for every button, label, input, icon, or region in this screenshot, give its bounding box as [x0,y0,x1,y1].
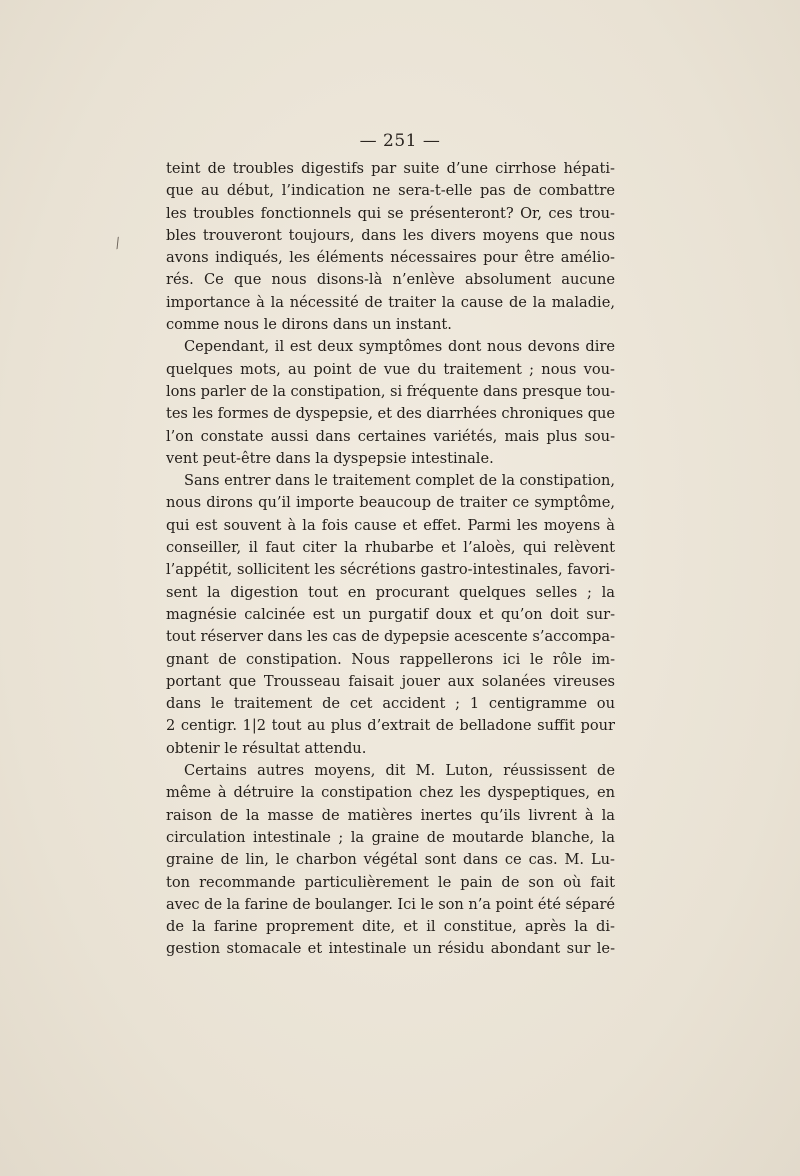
text-line: tes les formes de dyspepsie, et des diarrhées chroniques que [166,405,615,423]
text-line: ton recommande particulièrement le pain de son où fait [166,873,615,891]
text-line: l’on constate aussi dans certaines variétés, mais plus sou- [166,427,615,445]
text-line: avec de la farine de boulanger. Ici le son n’a point été séparé [166,895,615,913]
text-line: bles trouveront toujours, dans les divers moyens que nous [166,226,615,244]
text-line: qui est souvent à la fois cause et effet. Parmi les moyens à [166,516,615,534]
text-line: teint de troubles digestifs par suite d’une cirrhose hépati- [166,160,615,177]
text-line: que au début, l’indication ne sera-t-elle pas de combattre [166,182,615,200]
body-text [166,158,615,961]
text-line: gnant de constipation. Nous rappellerons ici le rôle im- [166,650,615,668]
text-line: même à détruire la constipation chez les dyspeptiques, en [166,784,615,802]
text-line: magnésie calcinée est un purgatif doux et qu’on doit sur- [166,605,615,623]
text-line: nous dirons qu’il importe beaucoup de traiter ce symptôme, [166,494,615,512]
text-line: lons parler de la constipation, si fréquente dans presque tou- [166,382,615,400]
text-line: importance à la nécessité de traiter la cause de la maladie, [166,293,615,311]
text-line: portant que Trousseau faisait jouer aux solanées vireuses [166,672,615,690]
margin-pencil-mark: ⁄ [113,236,123,252]
text-line: dans le traitement de cet accident ; 1 centigramme ou [166,695,615,713]
text-line: rés. Ce que nous disons-là n’enlève absolument aucune [166,271,615,289]
text-line: 2 centigr. 1|2 tout au plus d’extrait de belladone suffit pour [166,717,615,735]
text-line: quelques mots, au point de vue du traitement ; nous vou- [166,360,615,378]
text-line: tout réserver dans les cas de dypepsie acescente s’accompa- [166,628,615,646]
text-line: circulation intestinale ; la graine de moutarde blanche, la [166,828,615,846]
paragraph-start-line: Certains autres moyens, dit M. Luton, réussissent de [184,762,615,780]
text-line: de la farine proprement dite, et il constitue, après la di- [166,918,615,936]
paragraph-start-line: Cependant, il est deux symptômes dont nous devons dire [184,338,615,356]
text-line: sent la digestion tout en procurant quelques selles ; la [166,583,615,601]
text-line: raison de la masse de matières inertes qu’ils livrent à la [166,806,615,824]
page-number: — 251 — [359,131,441,151]
text-line: conseiller, il faut citer la rhubarbe et l’aloès, qui relèvent [166,539,615,557]
text-line: vent peut-être dans la dyspepsie intestinale. [166,449,494,467]
paragraph-start-line: Sans entrer dans le traitement complet de la constipation, [184,472,615,490]
text-line: l’appétit, sollicitent les sécrétions gastro-intestinales, favori- [166,561,615,579]
text-line: avons indiqués, les éléments nécessaires pour être amélio- [166,249,615,267]
text-line: graine de lin, le charbon végétal sont dans ce cas. M. Lu- [166,851,615,869]
text-line: comme nous le dirons dans un instant. [166,316,452,334]
text-line: obtenir le résultat attendu. [166,739,367,757]
text-line: gestion stomacale et intestinale un résidu abondant sur le- [166,940,615,958]
text-line: les troubles fonctionnels qui se présenteront? Or, ces trou- [166,204,615,222]
